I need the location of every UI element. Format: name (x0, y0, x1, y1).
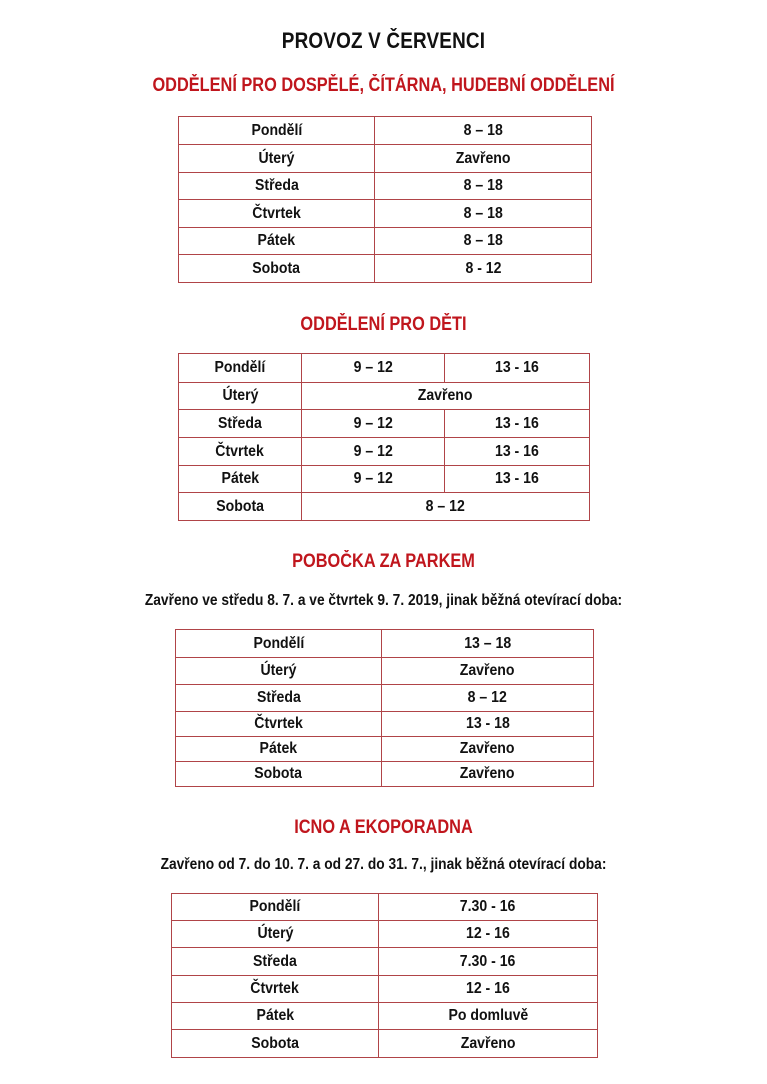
hours-cell: 12 - 16 (379, 921, 598, 948)
hours-cell: 8 – 18 (375, 117, 592, 145)
hours-cell: Po domluvě (379, 1003, 598, 1030)
table-row (179, 173, 592, 200)
hours-cell: Zavřeno (382, 762, 594, 787)
table-row (172, 1030, 598, 1058)
table-row (179, 117, 592, 145)
table-row (179, 255, 592, 283)
schedule-table-children (178, 353, 590, 521)
hours-cell: 8 – 12 (302, 493, 590, 521)
table-row (176, 685, 594, 712)
afternoon-hours-cell: 13 - 16 (445, 438, 590, 466)
table-row (172, 894, 598, 921)
afternoon-hours-cell: 13 - 16 (445, 354, 590, 383)
hours-cell: 8 – 18 (375, 200, 592, 228)
day-cell: Čtvrtek (176, 712, 382, 737)
day-cell: Pátek (179, 466, 302, 493)
day-cell: Pátek (176, 737, 382, 762)
morning-hours-cell: 9 – 12 (302, 410, 445, 438)
schedule-table-branch (175, 629, 594, 787)
table-row (176, 737, 594, 762)
icno-note: Zavřeno od 7. do 10. 7. a od 27. do 31. 7., jinak běžná otevírací doba: (160, 856, 607, 873)
hours-cell: 8 - 12 (375, 255, 592, 283)
table-row (172, 976, 598, 1003)
day-cell: Čtvrtek (179, 438, 302, 466)
day-cell: Úterý (179, 145, 375, 173)
table-row (179, 383, 590, 410)
hours-cell: Zavřeno (375, 145, 592, 173)
section-title-children: ODDĚLENÍ PRO DĚTI (300, 314, 467, 335)
day-cell: Pondělí (176, 630, 382, 658)
table-row (176, 630, 594, 658)
day-cell: Pátek (172, 1003, 379, 1030)
hours-cell: 13 - 18 (382, 712, 594, 737)
day-cell: Sobota (176, 762, 382, 787)
morning-hours-cell: 9 – 12 (302, 354, 445, 383)
day-cell: Úterý (176, 658, 382, 685)
day-cell: Sobota (179, 255, 375, 283)
day-cell: Sobota (179, 493, 302, 521)
table-row (179, 354, 590, 383)
day-cell: Středa (179, 173, 375, 200)
day-cell: Pátek (179, 228, 375, 255)
table-row (176, 712, 594, 737)
day-cell: Úterý (179, 383, 302, 410)
hours-cell: Zavřeno (382, 737, 594, 762)
schedule-table-icno (171, 893, 598, 1058)
hours-cell: 8 – 18 (375, 173, 592, 200)
page-title: PROVOZ V ČERVENCI (281, 28, 486, 53)
afternoon-hours-cell: 13 - 16 (445, 466, 590, 493)
day-cell: Čtvrtek (179, 200, 375, 228)
morning-hours-cell: 9 – 12 (302, 466, 445, 493)
hours-cell: 8 – 18 (375, 228, 592, 255)
day-cell: Středa (172, 948, 379, 976)
table-row (179, 200, 592, 228)
table-row (179, 466, 590, 493)
afternoon-hours-cell: 13 - 16 (445, 410, 590, 438)
day-cell: Pondělí (179, 354, 302, 383)
table-row (179, 228, 592, 255)
table-row (176, 658, 594, 685)
hours-cell: 13 – 18 (382, 630, 594, 658)
day-cell: Pondělí (172, 894, 379, 921)
hours-cell: 8 – 12 (382, 685, 594, 712)
hours-cell: Zavřeno (382, 658, 594, 685)
table-row (172, 1003, 598, 1030)
day-cell: Čtvrtek (172, 976, 379, 1003)
day-cell: Středa (179, 410, 302, 438)
day-cell: Pondělí (179, 117, 375, 145)
table-row (179, 438, 590, 466)
hours-cell: Zavřeno (302, 383, 590, 410)
morning-hours-cell: 9 – 12 (302, 438, 445, 466)
hours-cell: 7.30 - 16 (379, 948, 598, 976)
day-cell: Úterý (172, 921, 379, 948)
section-title-branch: POBOČKA ZA PARKEM (292, 551, 475, 572)
schedule-table-adults (178, 116, 592, 283)
hours-cell: Zavřeno (379, 1030, 598, 1058)
table-row (179, 145, 592, 173)
table-row (172, 948, 598, 976)
table-row (172, 921, 598, 948)
table-row (176, 762, 594, 787)
day-cell: Sobota (172, 1030, 379, 1058)
day-cell: Středa (176, 685, 382, 712)
hours-cell: 7.30 - 16 (379, 894, 598, 921)
branch-note: Zavřeno ve středu 8. 7. a ve čtvrtek 9. 7. 2019, jinak běžná otevírací doba: (144, 592, 623, 609)
section-title-icno: ICNO A EKOPORADNA (294, 817, 473, 838)
table-row (179, 410, 590, 438)
section-title-adults: ODDĚLENÍ PRO DOSPĚLÉ, ČÍTÁRNA, HUDEBNÍ ODDĚLENÍ (152, 75, 615, 96)
table-row (179, 493, 590, 521)
hours-cell: 12 - 16 (379, 976, 598, 1003)
